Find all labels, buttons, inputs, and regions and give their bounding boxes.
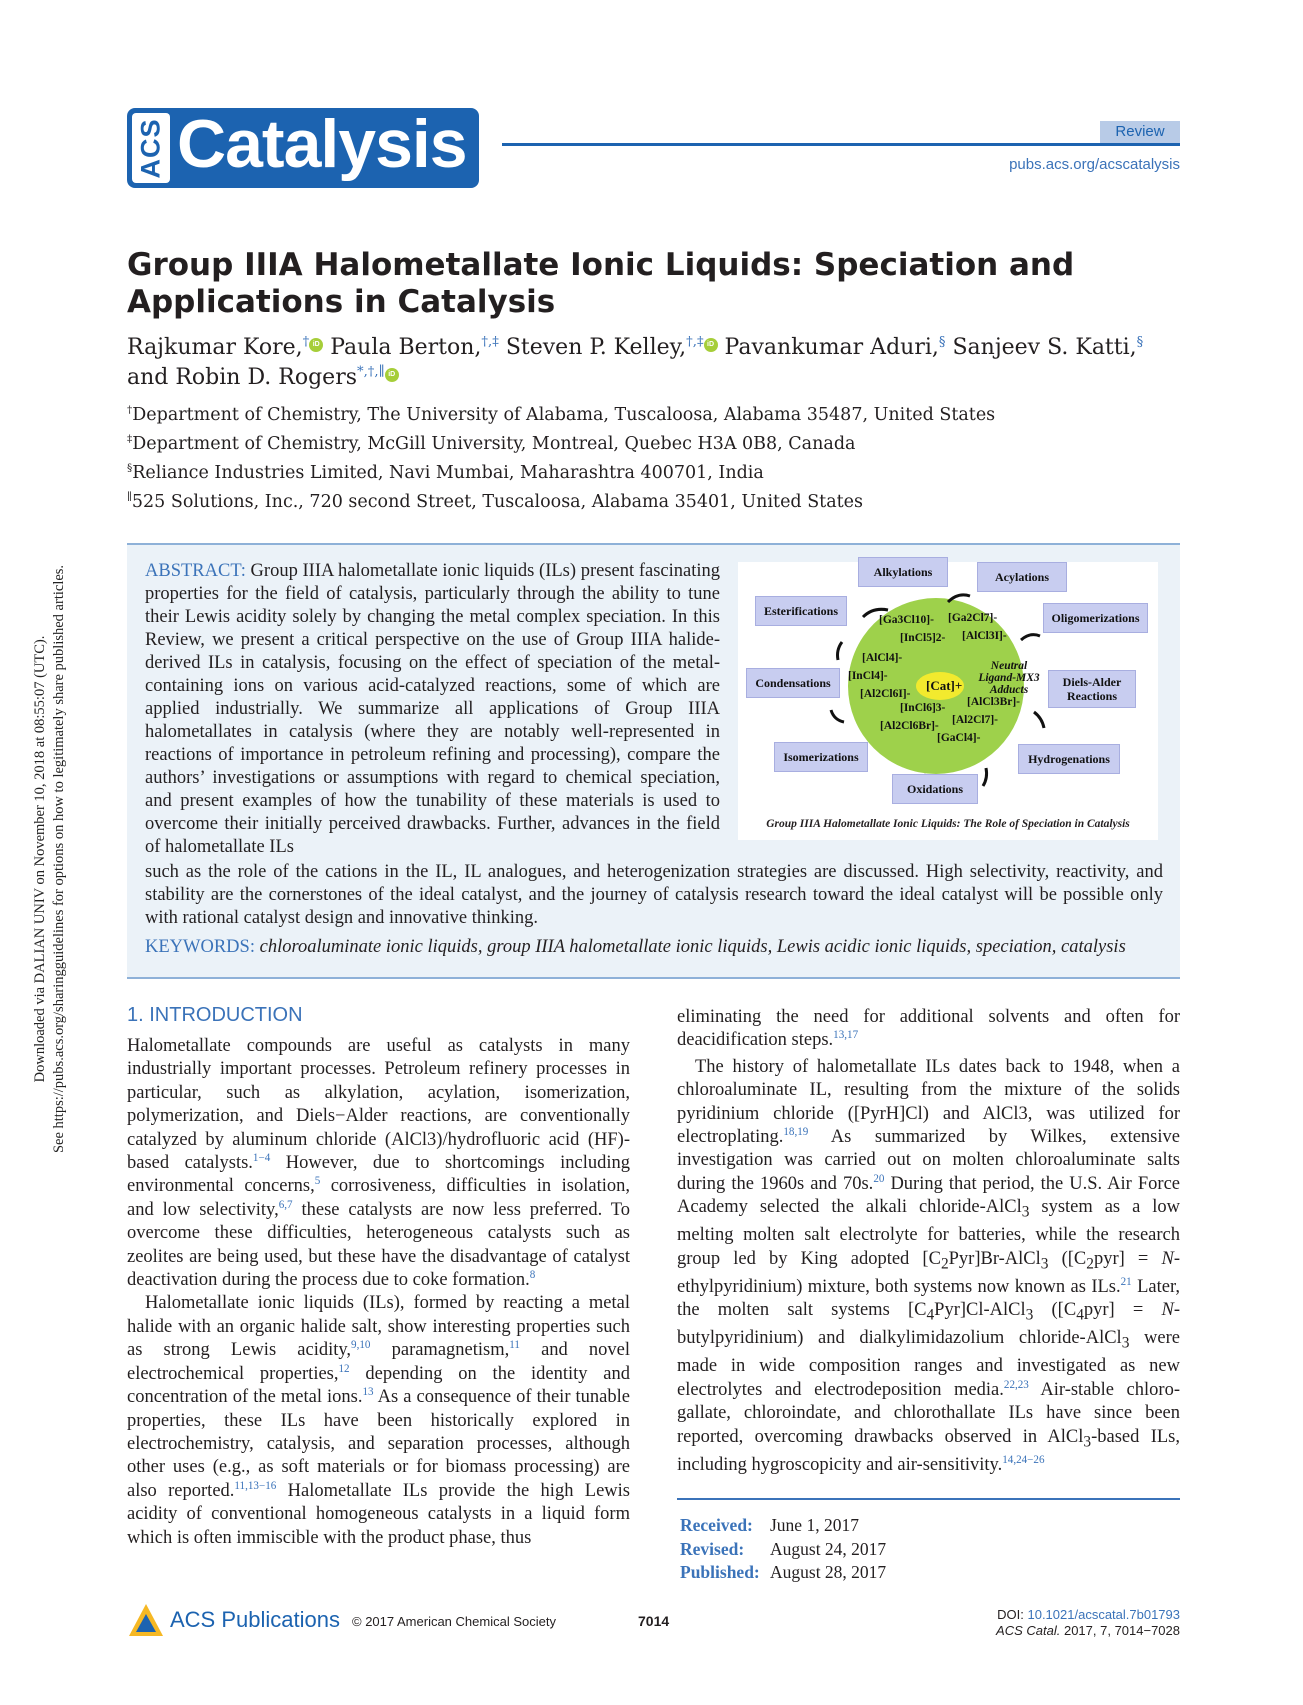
citation-journal: ACS Catal. (996, 1623, 1061, 1638)
author-marks: § (1136, 334, 1144, 350)
node-alkylations: Alkylations (858, 557, 948, 587)
logo-acs-text: ACS (135, 118, 166, 179)
author-marks: § (938, 334, 946, 350)
species-label: [GaCl4]- (937, 732, 981, 744)
neutral-adducts-label: Neutral Ligand-MX3 Adducts (978, 660, 1040, 696)
species-label: [Al2Cl6Br]- (880, 720, 939, 732)
date-value: June 1, 2017 (770, 1515, 859, 1535)
species-label: [Al2Cl7]- (952, 714, 998, 726)
header-rule (502, 143, 1180, 146)
author-name[interactable]: and Robin D. Rogers (127, 365, 358, 390)
copyright: © 2017 American Chemical Society (352, 1614, 556, 1629)
node-oligomerizations: Oligomerizations (1043, 603, 1148, 633)
node-diels-alder: Diels-Alder Reactions (1048, 670, 1136, 708)
node-acylations: Acylations (977, 562, 1067, 592)
keywords (145, 936, 1163, 959)
citation-block (996, 1607, 1180, 1639)
node-isomerizations: Isomerizations (774, 742, 868, 772)
node-hydrogenations: Hydrogenations (1018, 744, 1120, 774)
orcid-icon[interactable]: iD (385, 368, 399, 382)
download-notice (31, 309, 69, 1409)
orcid-icon[interactable]: iD (309, 338, 323, 352)
species-label: [InCl6]3- (900, 702, 946, 714)
date-label: Published: (680, 1562, 760, 1582)
author-marks: † (302, 334, 310, 350)
author-marks: †,‡ (481, 334, 499, 350)
date-value: August 28, 2017 (770, 1562, 887, 1582)
doi-link[interactable]: 10.1021/acscatal.7b01793 (1027, 1607, 1180, 1622)
author-list (127, 333, 1187, 393)
node-oxidations: Oxidations (892, 774, 978, 804)
author-name[interactable]: Steven P. Kelley, (505, 335, 687, 360)
date-value: August 24, 2017 (770, 1538, 887, 1559)
abstract-text-col (145, 560, 720, 859)
doi-label: DOI: (997, 1607, 1024, 1622)
toc-graphic (738, 562, 1158, 840)
cation-label: [Cat]+ (926, 678, 963, 693)
body-column-right: eliminating the need for additional solvents and often for deacidification steps.$^{13,17}$ The history of halometallate ILs dates back to 1948, when a chloroaluminate IL, resulting from the mixture of the solids pyridinium chloride ([PyrH]Cl) and AlCl3, was utilized for electroplating.$^{18,19}$ As summarized by Wilkes, extensive investigation was carried out on molten chloroaluminate salts during the 1960s and 70s.$^{20}$ During that period, the U.S. Air Force Academy selected the alkali chloride-AlCl$_3$ system as a low melting molten salt electrolyte for batteries, while the research group led by King adopted $[C_2Pyr]Br-AlCl_3$ ($[C_2pyr]$ = N-ethylpyridinium) mixture, both systems now known as ILs.$^{21}$ Later, the molten salt systems $[C_4Pyr]Cl-AlCl_3$ ($[C_4pyr]$ = N-butylpyridinium) and dialkylimidazolium chloride-AlCl$_3$ were made in wide composition ranges and investigated as new electrolytes and electrodeposition media.$^{22,23}$ Air-stable chloro-gallate, chloroindate, and chlorothallate ILs have since been reported, overcoming drawbacks observed in AlCl$_3$-based ILs, including hygroscopicity and air-sensitivity.$^{14,24-26}$ (677, 1007, 1181, 1475)
species-label: [AlCl3Br]- (967, 696, 1021, 708)
article-title: Group IIIA Halometallate Ionic Liquids: Speciation and Applications in Catalysis (127, 247, 1075, 320)
page-number: 7014 (638, 1613, 670, 1629)
keywords-list: chloroaluminate ionic liquids, group IIIA halometallate ionic liquids, Lewis acidic ionic liquids, speciation, catalysis (259, 937, 1126, 957)
citation-details: 2017, 7, 7014−7028 (1063, 1623, 1180, 1638)
dates-rule (677, 1498, 1180, 1500)
arrow-oligomerizations (1021, 635, 1040, 640)
affiliation-text: Department of Chemistry, The University of Alabama, Tuscaloosa, Alabama 35487, United States (132, 405, 996, 425)
article-type-badge: Review (1100, 121, 1180, 143)
section-heading: 1. INTRODUCTION (127, 1004, 303, 1026)
journal-logo (127, 108, 479, 188)
arrow-condensations (831, 710, 844, 722)
species-label: [InCl4]- (848, 670, 888, 682)
right-col-continuation: eliminating the need for additional solvents and often for deacidification steps. (677, 1007, 1180, 1051)
acs-publications-logo-icon (127, 1602, 165, 1640)
affiliation-mark: † (127, 404, 133, 417)
toc-caption: Group IIIA Halometallate Ionic Liquids: The Role of Speciation in Catalysis (766, 818, 1130, 830)
journal-url-link[interactable]: pubs.acs.org/acscatalysis (1009, 156, 1180, 173)
affiliation-mark: § (127, 462, 133, 475)
affiliation (127, 490, 863, 514)
affiliation-text: Reliance Industries Limited, Navi Mumbai, Maharashtra 400701, India (132, 463, 764, 483)
affiliation-text: 525 Solutions, Inc., 720 second Street, Tuscaloosa, Alabama 35401, United States (131, 492, 864, 512)
affiliation-mark: ∥ (127, 491, 132, 504)
download-notice-line2: See https://pubs.acs.org/sharingguidelines for options on how to legitimately share published articles. (51, 564, 67, 1154)
affiliation (127, 432, 855, 456)
species-label: [Ga3Cl10]- (879, 614, 934, 626)
affiliation (127, 461, 764, 485)
abstract-text-full: such as the role of the cations in the IL, IL analogues, and heterogenization strategies are discussed. High selectivity, reactivity, and stability are the cornerstones of the ideal catalyst, and the journey of catalysis research toward the ideal catalyst will be possible only with rational catalyst design and innovative thinking. (145, 862, 1163, 928)
node-esterifications: Esterifications (755, 596, 847, 626)
intro-paragraph-1: Halometallate compounds are useful as catalysts in many industrially important processes. Petroleum refinery processes in particular, such as alkylation, acylation, isomerization, polymerization, and Diels−Alder reactions, are conventionally catalyzed by aluminum chloride (AlCl3)/hydrofluoric acid (HF)-based catalysts. (127, 1036, 630, 1174)
author-name[interactable]: Paula Berton, (330, 335, 482, 360)
arrow-esterifications (838, 642, 843, 660)
species-label: [InCl5]2- (900, 632, 946, 644)
affiliation-mark: ‡ (127, 433, 133, 446)
abstract-label: ABSTRACT: (145, 561, 246, 581)
author-name[interactable]: Sanjeev S. Katti, (952, 335, 1137, 360)
body-column-left: Halometallate compounds are useful as catalysts in many industrially important processes. Petroleum refinery processes in particular, such as alkylation, acylation, isomerization, polymerization, and Diels−Alder reactions, are conventionally catalyzed by aluminum chloride (AlCl3)/hydrofluoric acid (HF)-based catalysts.$^{1-4}$ However, due to shortcomings including environmental concerns,$^5$ corrosiveness, difficulties in isolation, and low selectivity,$^{6,7}$ these catalysts are now less preferred. To overcome these difficulties, heterogeneous catalysts such as zeolites are being used, but these have the disadvantage of catalyst deactivation during the process due to coke formation.$^8$ Halometallate ionic liquids (ILs), formed by reacting a metal halide with an organic halide salt, show interesting properties such as strong Lewis acidity,$^{9,10}$ paramagnetism,$^{11}$ and novel electrochemical properties,$^{12}$ depending on the identity and concentration of the metal ions.$^{13}$ As a consequence of their tunable properties, these ILs have been historically explored in electrochemistry, catalysis, and separation processes, although other uses (e.g., as soft materials or for biomass processing) are also reported.$^{11,13-16}$ Halometallate ILs provide the high Lewis acidity of conventional homogeneous catalysts in a liquid form which is often immiscible with the product phase, thus (127, 1036, 631, 1548)
orcid-icon[interactable]: iD (704, 338, 718, 352)
author-marks: †,‡ (686, 334, 704, 350)
species-label: [AlCl4]- (862, 652, 903, 664)
keywords-label: KEYWORDS: (145, 937, 255, 957)
intro-paragraph-2: Halometallate ionic liquids (ILs), formed by reacting a metal halide with an organic halide salt, show interesting properties such as strong Lewis acidity, (127, 1293, 630, 1361)
logo-wordmark: Catalysis (177, 106, 467, 182)
publisher-name[interactable]: ACS Publications (170, 1607, 340, 1632)
species-label: [Ga2Cl7]- (948, 612, 998, 624)
arrow-diels-alder (1034, 712, 1044, 728)
affiliation (127, 403, 995, 427)
author-name[interactable]: Pavankumar Aduri, (724, 335, 939, 360)
arrow-hydrogenations (983, 768, 987, 786)
species-label: [Al2Cl6I]- (860, 688, 911, 700)
intro-paragraph-history: The history of halometallate ILs dates back to 1948, when a chloroaluminate IL, resulting from the mixture of the solids pyridinium chloride ([PyrH]Cl) and AlCl3, was utilized for electroplating. (677, 1056, 1180, 1148)
abstract-part1: Group IIIA halometallate ionic liquids (ILs) present fascinating properties for the field of catalysis, particularly through the ability to tune their Lewis acidity solely by changing the metal complex speciation. In this Review, we present a critical perspective on the use of Group IIIA halide-derived ILs in catalysis, focusing on the effect of speciation of the metal-containing ions on various acid-catalyzed reactions, some of which are applied industrially. We summarize all applications of Group IIIA halometallates in catalysis (where they are notably well-represented in reactions of importance in petroleum refining and processing), compare the authors’ investigations or assumptions with regard to chemical speciation, and present examples of how the tunability of these materials is used to overcome their initially perceived drawbacks. Further, advances in the field of halometallate ILs (145, 561, 720, 857)
article-dates (680, 1514, 886, 1585)
date-label: Revised: (680, 1538, 745, 1559)
author-marks: *,†,∥ (357, 364, 385, 380)
date-label: Received: (680, 1515, 753, 1535)
download-notice-line1: Downloaded via DALIAN UNIV on November 10, 2018 at 08:55:07 (UTC). (32, 635, 48, 1083)
node-condensations: Condensations (746, 668, 840, 698)
arrow-acylations (948, 595, 970, 602)
species-label: [AlCl3I]- (962, 630, 1007, 642)
author-name[interactable]: Rajkumar Kore, (127, 335, 303, 360)
affiliation-text: Department of Chemistry, McGill University, Montreal, Quebec H3A 0B8, Canada (132, 434, 856, 454)
